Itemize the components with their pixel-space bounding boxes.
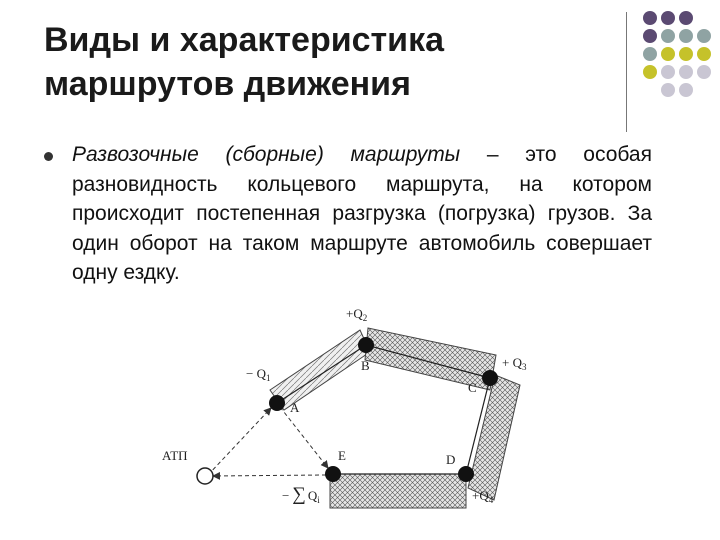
route-line-a-b [277, 345, 366, 403]
title-line-2: маршрутов движения [44, 65, 411, 103]
load-sum-symbol: ∑ [292, 484, 306, 505]
bullet-dash: – [460, 143, 526, 166]
load-q1 [246, 366, 270, 383]
load-q2-sub: 2 [362, 313, 368, 323]
decorative-dot [643, 47, 657, 61]
load-sum-sub: i [317, 495, 320, 505]
load-sum-minus: − [282, 488, 290, 503]
decorative-dot [697, 65, 711, 79]
load-q4-sub: 4 [488, 495, 494, 505]
label-d: D [446, 452, 456, 467]
decorative-dot [697, 29, 711, 43]
load-q1-sub: 1 [265, 373, 271, 383]
title-line-1: Виды и характеристика [44, 21, 444, 59]
decorative-dot [679, 11, 693, 25]
load-q2-sign: +Q [346, 306, 363, 321]
load-sum [282, 484, 320, 505]
load-q3 [502, 355, 527, 372]
load-q3-sub: 3 [521, 362, 527, 372]
node-a [269, 395, 285, 411]
decorative-dot [661, 83, 675, 97]
decorative-dot [643, 29, 657, 43]
decorative-dot [661, 47, 675, 61]
label-a: A [290, 400, 300, 415]
return-line-e-atp [213, 475, 326, 476]
dispatch-line-a-e [280, 407, 328, 468]
decorative-dot [679, 65, 693, 79]
decorative-dot [661, 11, 675, 25]
load-q3-sign: + Q [502, 355, 522, 370]
node-d [458, 466, 474, 482]
label-b: B [361, 358, 370, 373]
node-atp [197, 468, 213, 484]
decorative-dot [661, 29, 675, 43]
label-e: E [338, 448, 346, 463]
decorative-dot [679, 29, 693, 43]
decorative-dot [679, 47, 693, 61]
segment-e-d-band [330, 474, 466, 508]
load-q4-sign: +Q [472, 488, 489, 503]
decorative-dot-grid [640, 10, 720, 110]
dispatch-line-atp-a [208, 408, 271, 475]
decorative-dot [643, 65, 657, 79]
decorative-dot [661, 65, 675, 79]
decorative-divider [626, 12, 627, 132]
bullet-icon [44, 152, 53, 161]
bullet-text [72, 140, 652, 288]
decorative-dot [697, 47, 711, 61]
bullet-definition: это особая разновидность кольцевого маршрута, на котором происходит постепенная разгрузка (погрузка) грузов. За один оборот на таком маршруте автомобиль совершает одну ездку. [72, 143, 652, 284]
route-diagram [150, 300, 570, 535]
bullet-term: Развозочные (сборные) маршруты [72, 143, 461, 166]
load-q2 [346, 306, 367, 323]
slide-title [44, 18, 604, 106]
load-q1-sign: − Q [246, 366, 266, 381]
node-c [482, 370, 498, 386]
label-c: C [468, 380, 477, 395]
load-sum-q: Q [307, 488, 318, 503]
decorative-dot [679, 83, 693, 97]
node-e [325, 466, 341, 482]
node-b [358, 337, 374, 353]
label-atp: АТП [162, 448, 188, 463]
decorative-dot [643, 11, 657, 25]
